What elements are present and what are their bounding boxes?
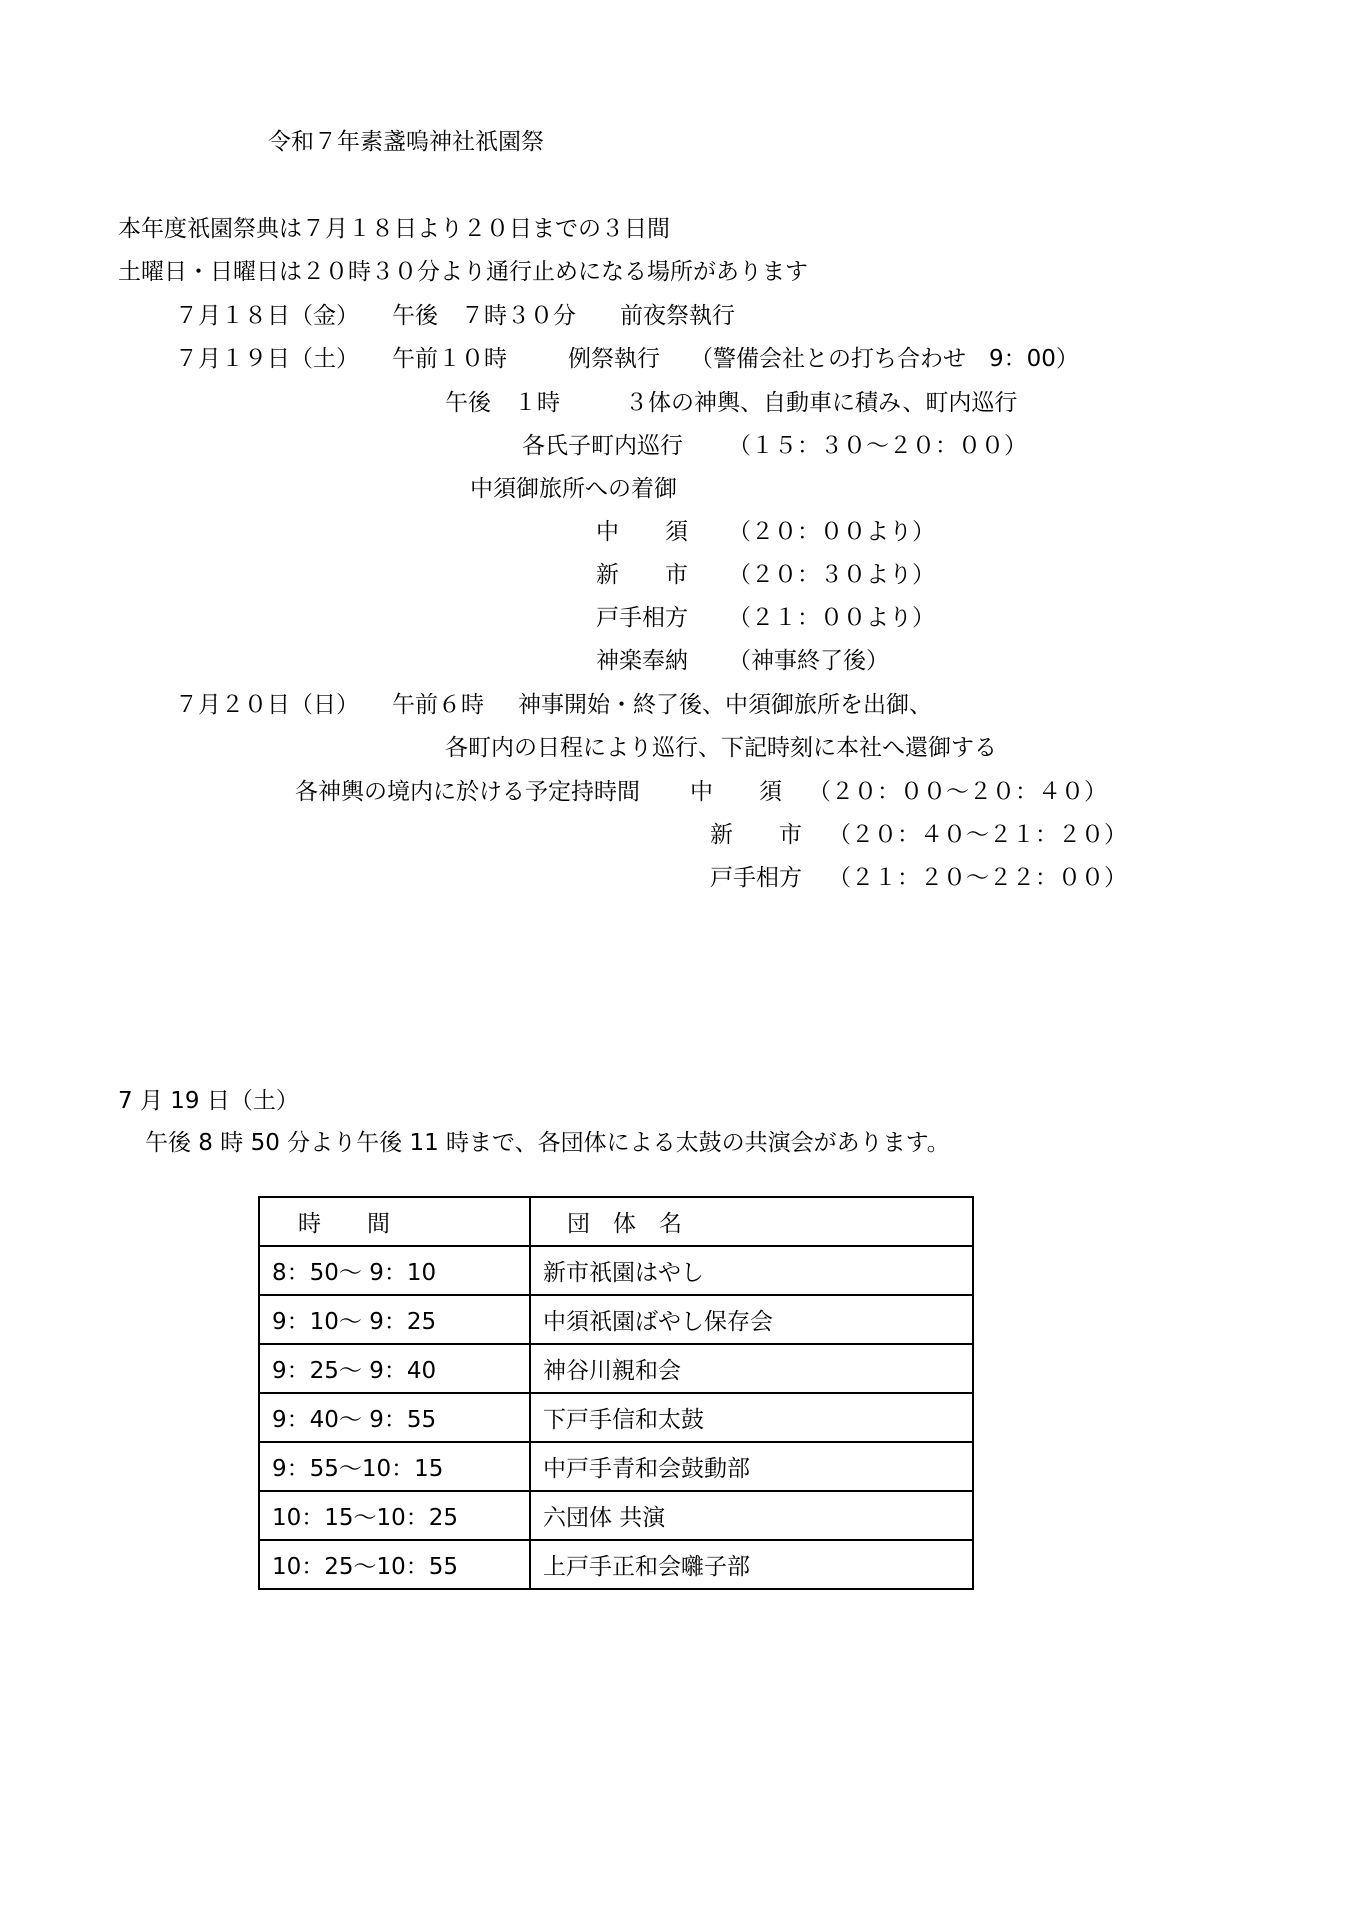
group-cell: 神谷川親和会 — [530, 1344, 973, 1393]
day19-date: ７月１９日（土） — [175, 346, 359, 372]
group-cell: 中須祇園ばやし保存会 — [530, 1295, 973, 1344]
group-cell: 六団体 共演 — [530, 1491, 973, 1540]
arrival-place: 新 市 — [596, 562, 688, 588]
day18-time: 午後 ７時３０分 — [392, 303, 576, 329]
day19-event: 例祭執行 — [568, 346, 660, 372]
group-cell: 中戸手青和会鼓動部 — [530, 1442, 973, 1491]
day19-pm-time: 午後 １時 — [445, 390, 560, 416]
day18-event: 前夜祭執行 — [620, 303, 735, 329]
column-header-group: 団 体 名 — [530, 1197, 973, 1246]
table-row — [259, 1393, 973, 1442]
group-cell: 下戸手信和太鼓 — [530, 1393, 973, 1442]
day20-event: 神事開始・終了後、中須御旅所を出御、 — [518, 692, 932, 718]
stay-place: 戸手相方 — [710, 865, 802, 891]
arrival-place: 戸手相方 — [596, 605, 688, 631]
arrival-place: 中 須 — [596, 519, 688, 545]
intro-line-2: 土曜日・日曜日は２０時３０分より通行止めになる場所があります — [118, 259, 808, 285]
time-cell: 10：25～10：55 — [259, 1540, 530, 1589]
column-header-time: 時 間 — [259, 1197, 530, 1246]
time-cell: 9：40～ 9：55 — [259, 1393, 530, 1442]
day20-time: 午前６時 — [392, 692, 484, 718]
day19-tour-time: （１５：３０～２０：００） — [728, 433, 1027, 459]
time-cell: 9：25～ 9：40 — [259, 1344, 530, 1393]
arrival-place: 神楽奉納 — [596, 648, 688, 674]
taiko-description: 午後 8 時 50 分より午後 11 時まで、各団体による太鼓の共演会があります。 — [145, 1130, 950, 1156]
page-title: 令和７年素盞嗚神社祇園祭 — [268, 129, 544, 155]
table-row — [259, 1442, 973, 1491]
arrival-time: （２０：００より） — [728, 519, 935, 545]
arrival-time: （神事終了後） — [728, 648, 889, 674]
table-row — [259, 1344, 973, 1393]
group-cell: 新市祇園はやし — [530, 1246, 973, 1295]
group-cell: 上戸手正和会囃子部 — [530, 1540, 973, 1589]
day20-date: ７月２０日（日） — [175, 692, 359, 718]
intro-line-1: 本年度祇園祭典は７月１８日より２０日までの３日間 — [118, 216, 670, 242]
time-cell: 10：15～10：25 — [259, 1491, 530, 1540]
table-header-row — [259, 1197, 973, 1246]
stay-place: 新 市 — [710, 822, 802, 848]
day19-pm-event: ３体の神輿、自動車に積み、町内巡行 — [625, 390, 1018, 416]
table-row — [259, 1540, 973, 1589]
taiko-date: 7 月 19 日（土） — [118, 1088, 299, 1114]
stay-time: （２１：２０～２２：００） — [828, 865, 1127, 891]
arrival-time: （２１：００より） — [728, 605, 935, 631]
table-row — [259, 1246, 973, 1295]
table-row — [259, 1295, 973, 1344]
day19-arrival-label: 中須御旅所への着御 — [470, 476, 677, 502]
stay-time: （２０：４０～２１：２０） — [828, 822, 1127, 848]
stay-place: 中 須 — [690, 779, 782, 805]
arrival-time: （２０：３０より） — [728, 562, 935, 588]
table-row — [259, 1491, 973, 1540]
day20-stay-label: 各神輿の境内に於ける予定持時間 — [295, 779, 640, 805]
time-cell: 9：55～10：15 — [259, 1442, 530, 1491]
time-cell: 8：50～ 9：10 — [259, 1246, 530, 1295]
day19-time: 午前１０時 — [392, 346, 507, 372]
day19-tour-label: 各氏子町内巡行 — [522, 433, 683, 459]
performance-table — [258, 1196, 974, 1590]
day18-date: ７月１８日（金） — [175, 303, 359, 329]
day20-line2: 各町内の日程により巡行、下記時刻に本社へ還御する — [445, 735, 997, 761]
time-cell: 9：10～ 9：25 — [259, 1295, 530, 1344]
stay-time: （２０：００～２０：４０） — [808, 779, 1107, 805]
day19-note: （警備会社との打ち合わせ 9：00） — [690, 346, 1079, 372]
